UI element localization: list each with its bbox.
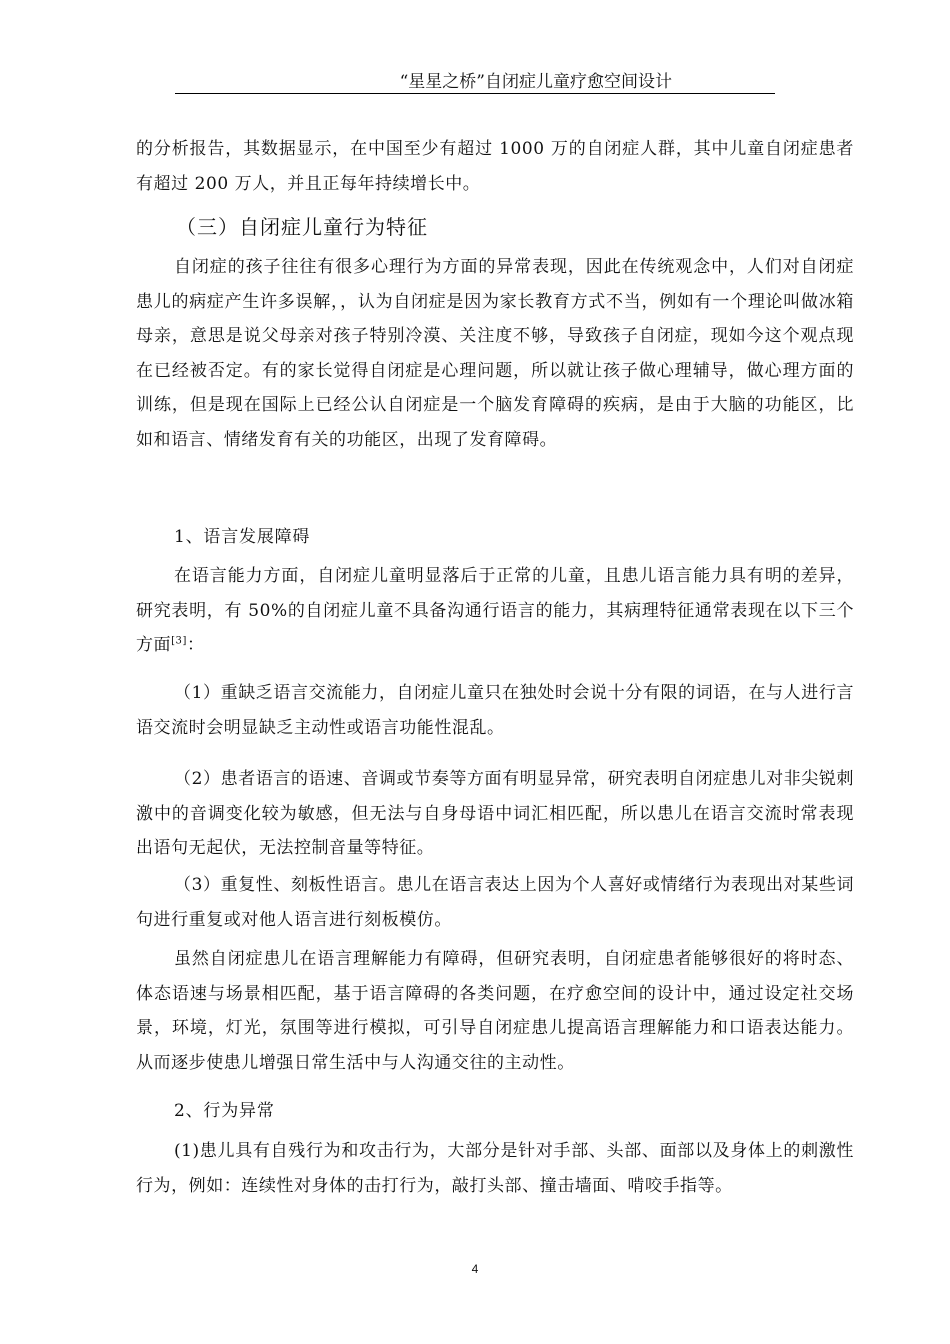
citation-ref: [3]	[171, 635, 187, 647]
paragraph-subsection-1-text: 在语言能力方面，自闭症儿童明显落后于正常的儿童，且患儿语言能力具有明的差异，研究表明，有 50%的自闭症儿童不具备沟通行语言的能力，其病理特征通常表现在以下三个方面	[136, 566, 854, 655]
section-heading: （三）自闭症儿童行为特征	[176, 215, 428, 239]
paragraph-section: 自闭症的孩子往往有很多心理行为方面的异常表现，因此在传统观念中，人们对自闭症患儿的病症产生许多误解，，认为自闭症是因为家长教育方式不当，例如有一个理论叫做冰箱母亲，意思是说父母亲对孩子特别冷漠、关注度不够，导致孩子自闭症，现如今这个观点现在已经被否定。有的家长觉得自闭症是心理问题，所以就让孩子做心理辅导，做心理方面的训练，但是现在国际上已经公认自闭症是一个脑发育障碍的疾病，是由于大脑的功能区，比如和语言、情绪发育有关的功能区，出现了发育障碍。	[136, 257, 854, 450]
page-number: 4	[471, 1262, 479, 1276]
subsection-heading-2: 2、行为异常	[174, 1101, 275, 1121]
paragraph-subsection-1	[136, 559, 854, 663]
paragraph-subsection-1-end: ：	[186, 635, 205, 655]
list-item-2: （2）患者语言的语速、音调或节奏等方面有明显异常，研究表明自闭症患儿对非尖锐刺激中的音调变化较为敏感，但无法与自身母语中词汇相匹配，所以患儿在语言交流时常表现出语句无起伏，无法控制音量等特征。	[136, 769, 854, 858]
page-header: “星星之桥”自闭症儿童疗愈空间设计	[175, 70, 775, 94]
subsection-heading-1: 1、语言发展障碍	[174, 527, 311, 547]
paragraph-summary: 虽然自闭症患儿在语言理解能力有障碍，但研究表明，自闭症患者能够很好的将时态、体态语速与场景相匹配，基于语言障碍的各类问题，在疗愈空间的设计中，通过设定社交场景，环境，灯光，氛围等进行模拟，可引导自闭症患儿提高语言理解能力和口语表达能力。从而逐步使患儿增强日常生活中与人沟通交往的主动性。	[136, 949, 854, 1073]
list-item-behavior-1: (1)患儿具有自残行为和攻击行为，大部分是针对手部、头部、面部以及身体上的刺激性行为，例如：连续性对身体的击打行为，敲打头部、撞击墙面、啃咬手指等。	[136, 1141, 854, 1196]
list-item-3: （3）重复性、刻板性语言。患儿在语言表达上因为个人喜好或情绪行为表现出对某些词句进行重复或对他人语言进行刻板模仿。	[136, 875, 854, 930]
list-item-1: （1）重缺乏语言交流能力，自闭症儿童只在独处时会说十分有限的词语，在与人进行言语交流时会明显缺乏主动性或语言功能性混乱。	[136, 683, 854, 738]
paragraph-intro: 的分析报告，其数据显示，在中国至少有超过 1000 万的自闭症人群，其中儿童自闭症患者有超过 200 万人，并且正每年持续增长中。	[136, 139, 854, 194]
